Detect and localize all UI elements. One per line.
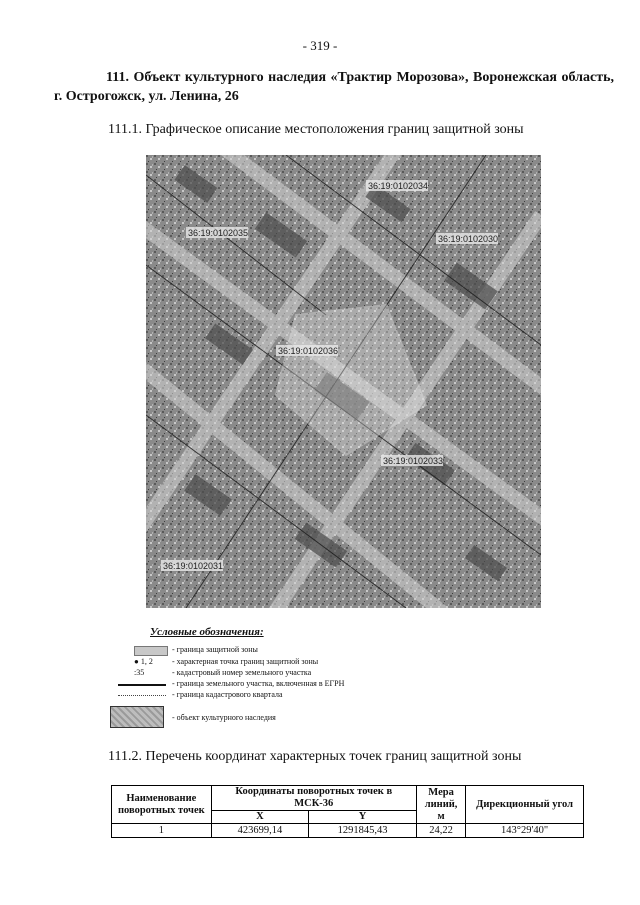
land-plot-line [118,684,166,686]
header-length: Мера линий, м [416,786,465,824]
header-angle: Дирекционный угол [466,786,584,824]
cell-x: 423699,14 [211,824,309,838]
quarter-label: 36:19:0102033 [383,456,444,466]
heritage-object-swatch [110,706,164,728]
quarter-label: 36:19:0102030 [438,234,499,244]
cell-y: 1291845,43 [309,824,417,838]
quarter-label: 36:19:0102031 [163,561,224,571]
quarter-label: 36:19:0102036 [278,346,339,356]
map-drawing [146,155,541,608]
cell-length: 24,22 [416,824,465,838]
cell-angle: 143°29'40" [466,824,584,838]
quarter-label: 36:19:0102034 [368,181,429,191]
coordinates-table [111,785,584,838]
header-y: Y [309,811,417,824]
document-heading: 111. Объект культурного наследия «Трактир Морозова», Воронежская область, г. Острогожск, ул. Ленина, 26 [54,70,614,104]
cadastral-map-image [146,155,541,608]
zone-boundary-swatch [134,646,168,656]
header-coords-group: Координаты поворотных точек в МСК-36 [211,786,416,811]
table-row [112,824,584,838]
section-2-title: 111.2. Перечень координат характерных точек границ защитной зоны [108,749,522,764]
header-point-name: Наименование поворотных точек [112,786,212,824]
cell-point: 1 [112,824,212,838]
page-number: - 319 - [302,38,338,53]
quarter-line [118,695,166,696]
quarter-label: 36:19:0102035 [188,228,249,238]
header-x: X [211,811,309,824]
legend-title: Условные обозначения: [150,626,264,638]
section-1-title: 111.1. Графическое описание местоположения границ защитной зоны [108,122,524,137]
